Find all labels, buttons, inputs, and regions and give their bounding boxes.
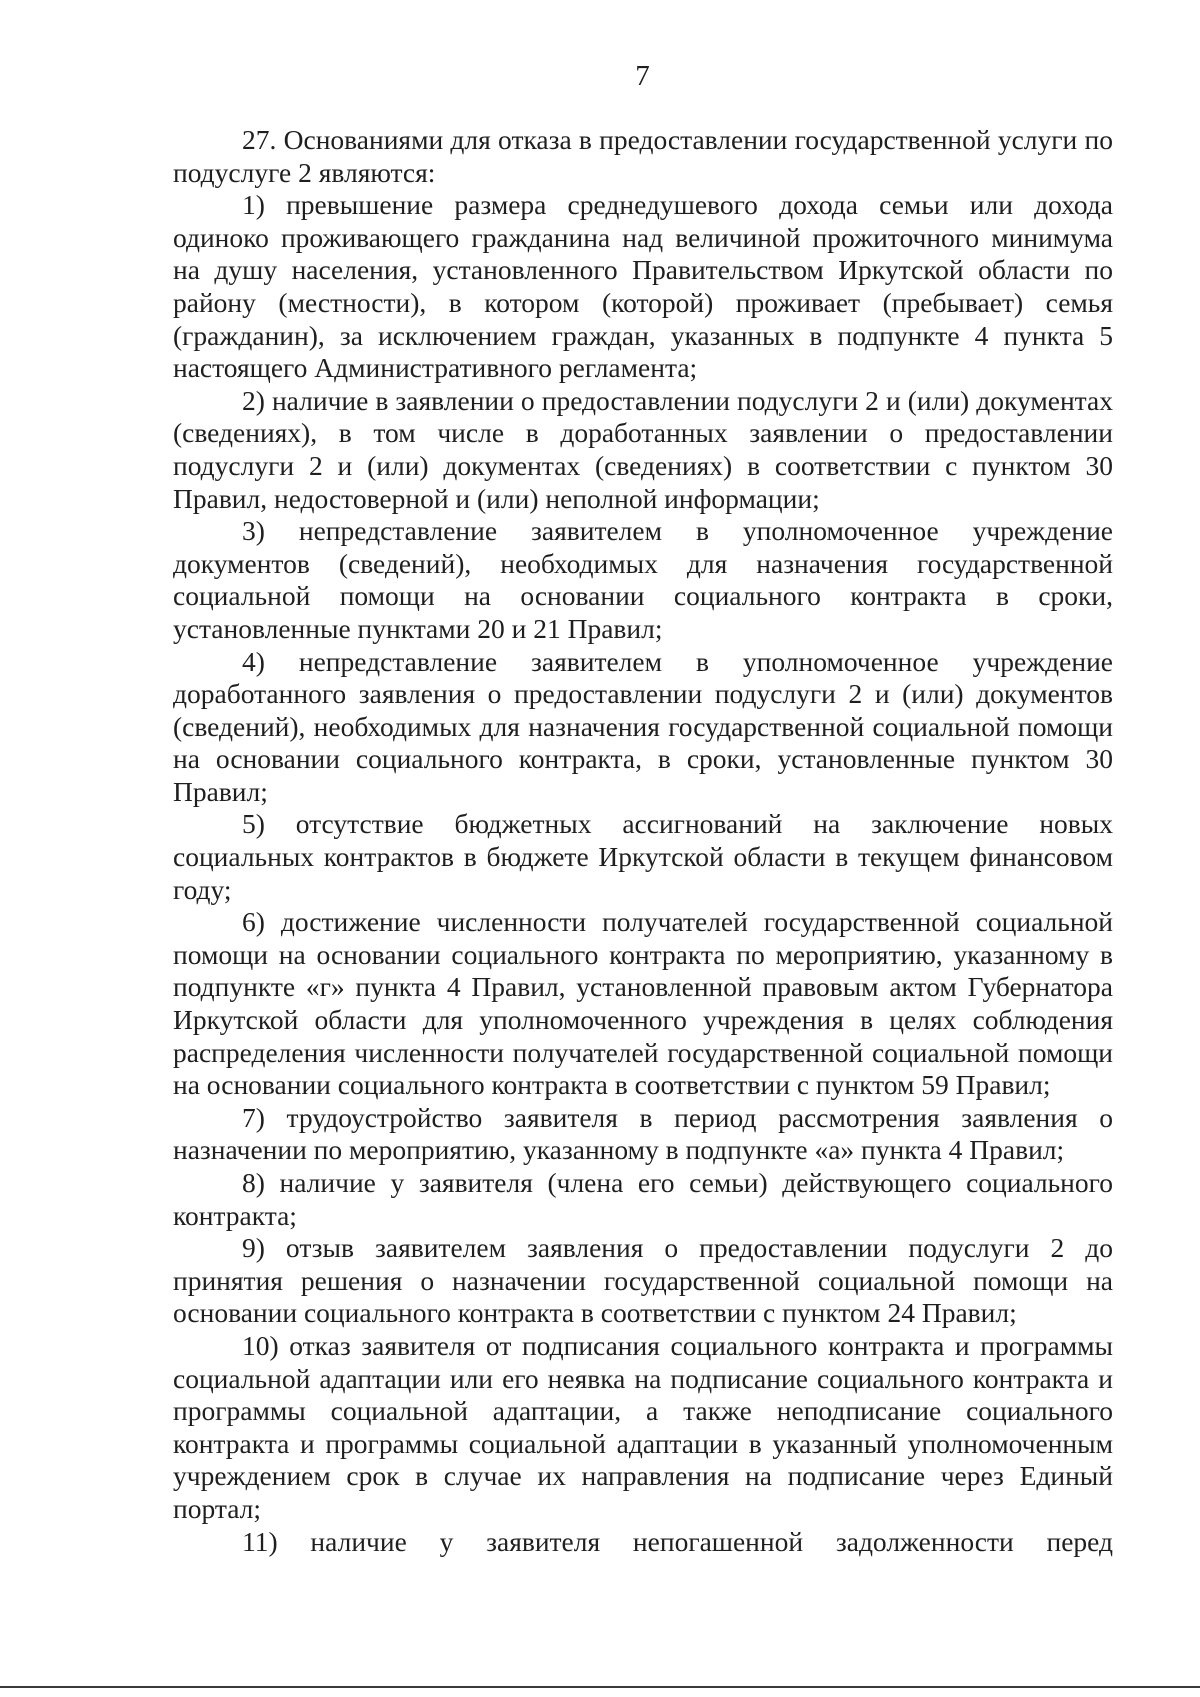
list-item-3: 3) непредставление заявителем в уполномоченное учреждение документов (сведений), необходимых для назначения государственной социальной помощи на основании социального контракта в сроки, установленные пунктами 20 и 21 Правил; bbox=[173, 515, 1113, 644]
scan-bottom-edge bbox=[0, 1686, 1200, 1688]
list-item-6: 6) достижение численности получателей государственной социальной помощи на основании социального контракта по мероприятию, указанному в подпункте «г» пункта 4 Правил, установленной правовым актом Губернатора Иркутской области для уполномоченного учреждения в целях соблюдения распределения численности получателей государственной социальной помощи на основании социального контракта в соответствии с пунктом 59 Правил; bbox=[173, 906, 1113, 1101]
paragraph-27: 27. Основаниями для отказа в предоставлении государственной услуги по подуслуге 2 являются: bbox=[173, 124, 1113, 188]
list-item-7: 7) трудоустройство заявителя в период рассмотрения заявления о назначении по мероприятию, указанному в подпункте «а» пункта 4 Правил; bbox=[173, 1101, 1113, 1166]
list-item-4: 4) непредставление заявителем в уполномоченное учреждение доработанного заявления о предоставлении подуслуги 2 и (или) документов (сведений), необходимых для назначения государственной социальной помощи на основании социального контракта, в сроки, установленные пунктом 30 Правил; bbox=[173, 645, 1113, 807]
list-item-1: 1) превышение размера среднедушевого дохода семьи или дохода одиноко проживающего гражданина над величиной прожиточного минимума на душу населения, установленного Правительством Иркутской области по району (местности), в котором (которой) проживает (пребывает) семья (гражданин), за исключением граждан, указанных в подпункте 4 пункта 5 настоящего Административного регламента; bbox=[173, 189, 1113, 384]
list-item-8: 8) наличие у заявителя (члена его семьи) действующего социального контракта; bbox=[173, 1167, 1113, 1231]
page-number: 7 bbox=[635, 60, 650, 92]
list-item-9: 9) отзыв заявителем заявления о предоставлении подуслуги 2 до принятия решения о назначении государственной социальной помощи на основании социального контракта в соответствии с пунктом 24 Правил; bbox=[173, 1232, 1113, 1329]
document-body bbox=[173, 124, 1113, 1558]
list-item-5: 5) отсутствие бюджетных ассигнований на заключение новых социальных контрактов в бюджете Иркутской области в текущем финансовом году; bbox=[173, 808, 1113, 905]
list-item-2: 2) наличие в заявлении о предоставлении подуслуги 2 и (или) документах (сведениях), в том числе в доработанных заявлении о предоставлении подуслуги 2 и (или) документах (сведениях) в соответствии с пунктом 30 Правил, недостоверной и (или) неполной информации; bbox=[173, 384, 1113, 514]
list-item-10: 10) отказ заявителя от подписания социального контракта и программы социальной адаптации или его неявка на подписание социального контракта и программы социальной адаптации, а также неподписание социального контракта и программы социальной адаптации в указанный уполномоченным учреждением срок в случае их направления на подписание через Единый портал; bbox=[173, 1329, 1113, 1524]
list-item-11: 11) наличие у заявителя непогашенной задолженности перед bbox=[242, 1525, 1113, 1557]
